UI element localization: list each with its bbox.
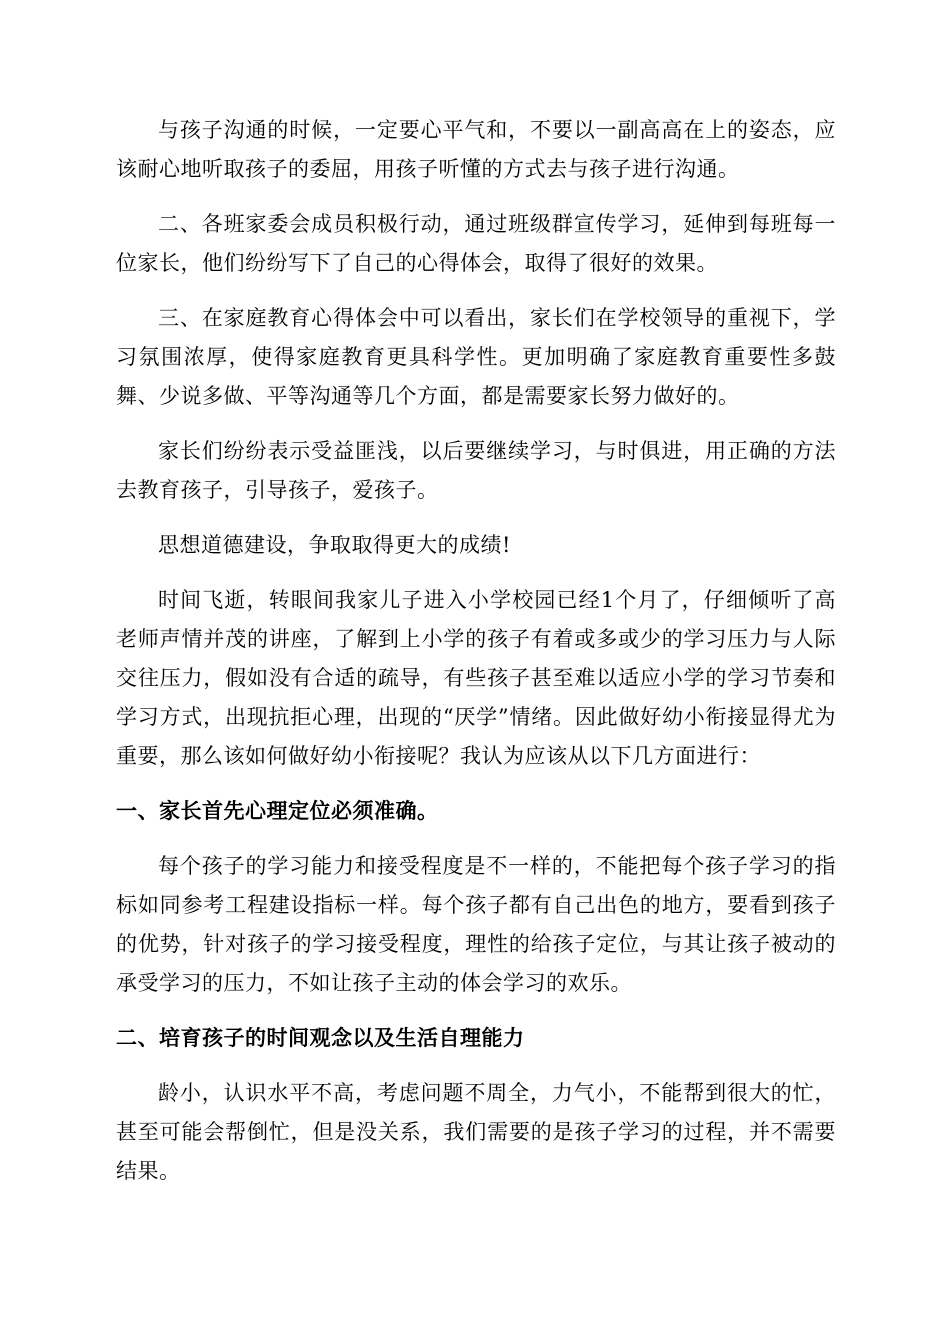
paragraph-family-education: 三、在家庭教育心得体会中可以看出，家长们在学校领导的重视下，学习氛围浓厚，使得家庭教育更具科学性。更加明确了家庭教育重要性多鼓舞、少说多做、平等沟通等几个方面，都是需要家长努力做好的。 bbox=[116, 306, 836, 408]
section-heading-2: 二、培育孩子的时间观念以及生活自理能力 bbox=[116, 1026, 525, 1050]
paragraph-moral-construction: 思想道德建设，争取取得更大的成绩! bbox=[158, 533, 511, 557]
paragraph-communication: 与孩子沟通的时候，一定要心平气和，不要以一副高高在上的姿态，应该耐心地听取孩子的委屈，用孩子听懂的方式去与孩子进行沟通。 bbox=[116, 118, 836, 181]
paragraph-self-care: 龄小，认识水平不高，考虑问题不周全，力气小，不能帮到很大的忙，甚至可能会帮倒忙，但是没关系，我们需要的是孩子学习的过程，并不需要结果。 bbox=[116, 1081, 836, 1183]
paragraph-primary-school: 时间飞逝，转眼间我家儿子进入小学校园已经1个月了，仔细倾听了高老师声情并茂的讲座，了解到上小学的孩子有着或多或少的学习压力与人际交往压力，假如没有合适的疏导，有些孩子甚至难以适应小学的学习节奏和学习方式，出现抗拒心理，出现的“厌学”情绪。因此做好幼小衔接显得尤为重要，那么该如何做好幼小衔接呢？我认为应该从以下几方面进行： bbox=[116, 588, 836, 768]
document-body bbox=[116, 111, 836, 1207]
paragraph-committee-action: 二、各班家委会成员积极行动，通过班级群宣传学习，延伸到每班每一位家长，他们纷纷写下了自己的心得体会，取得了很好的效果。 bbox=[116, 212, 836, 275]
paragraph-learning-ability: 每个孩子的学习能力和接受程度是不一样的，不能把每个孩子学习的指标如同参考工程建设指标一样。每个孩子都有自己出色的地方，要看到孩子的优势，针对孩子的学习接受程度，理性的给孩子定位，与其让孩子被动的承受学习的压力，不如让孩子主动的体会学习的欢乐。 bbox=[116, 854, 836, 995]
paragraph-parents-benefit: 家长们纷纷表示受益匪浅，以后要继续学习，与时俱进，用正确的方法去教育孩子，引导孩子，爱孩子。 bbox=[116, 439, 836, 502]
section-heading-1: 一、家长首先心理定位必须准确。 bbox=[116, 799, 439, 823]
